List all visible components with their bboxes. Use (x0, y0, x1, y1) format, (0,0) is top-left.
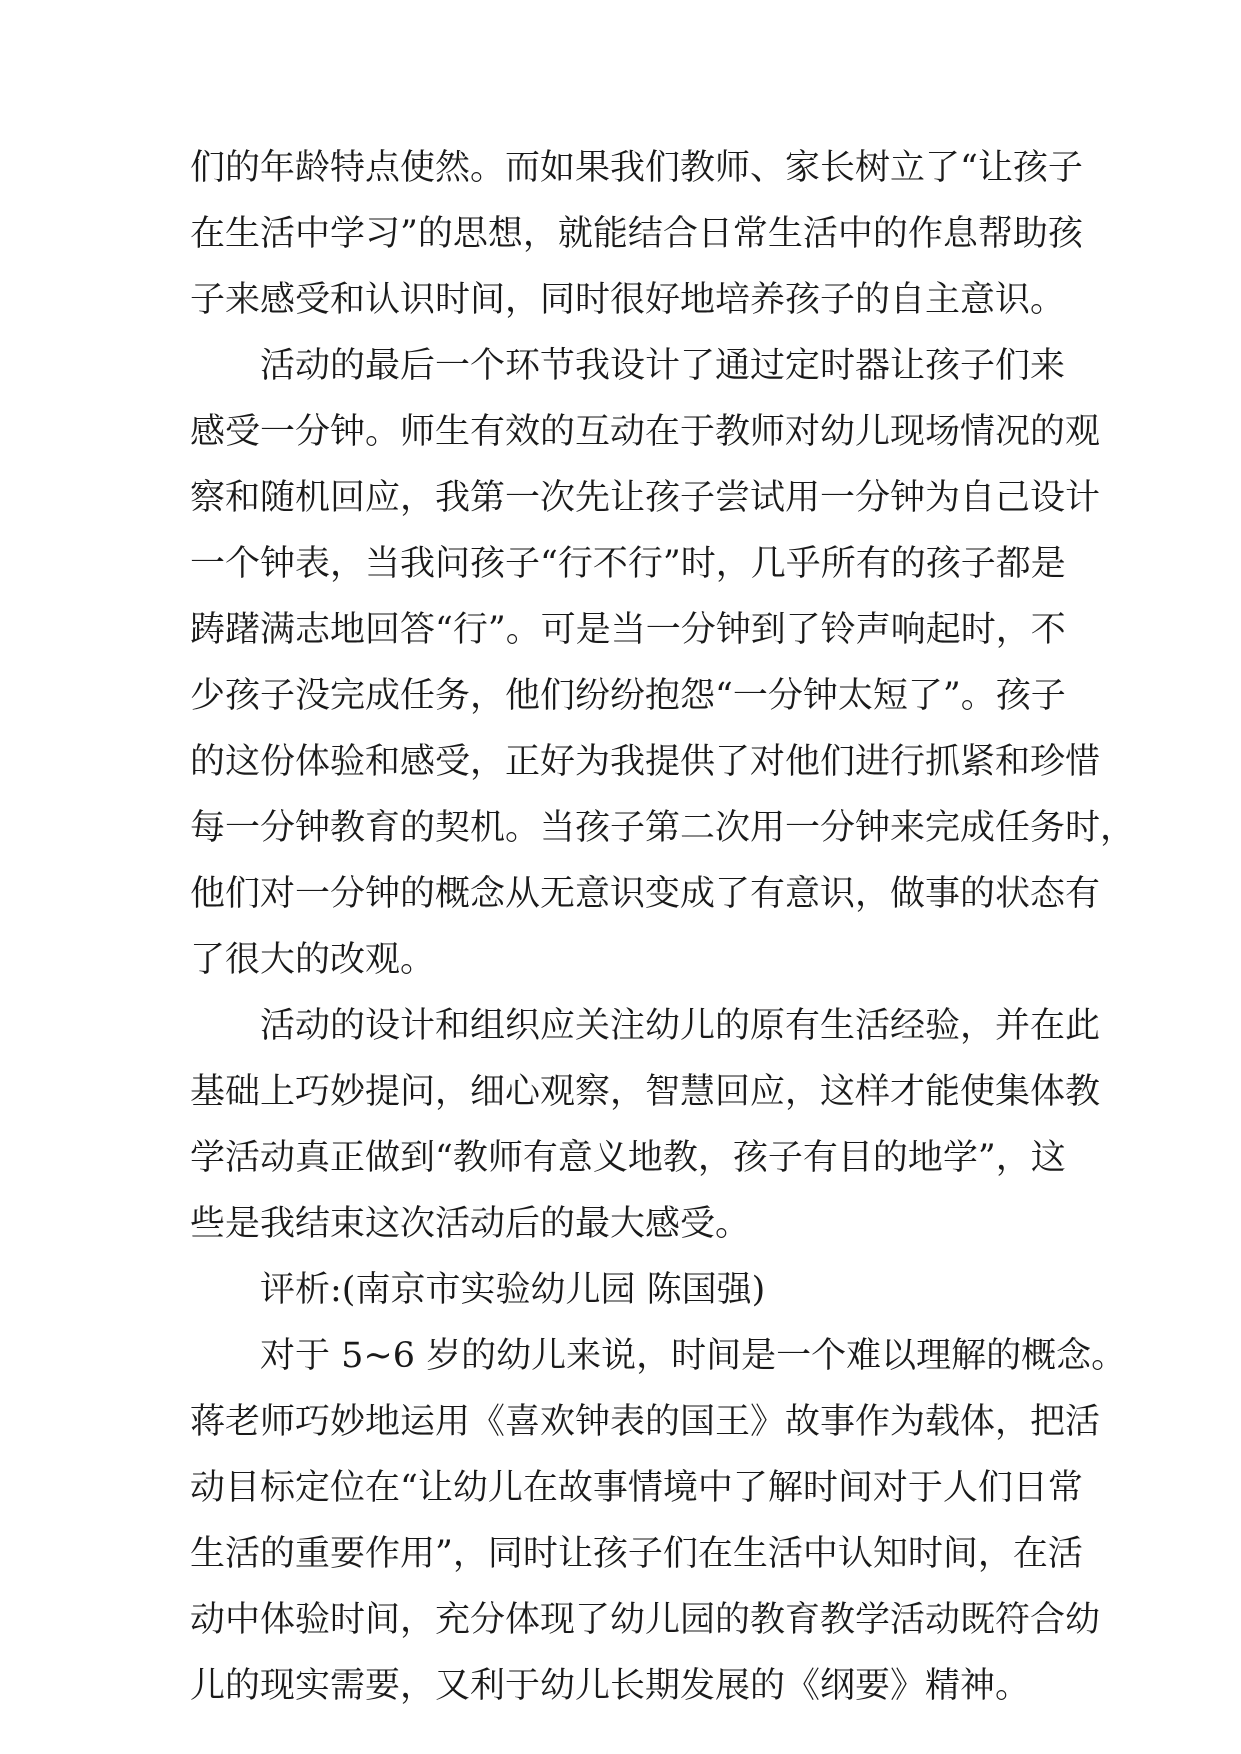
text-line: 对于 5~6 岁的幼儿来说，时间是一个难以理解的概念。 (260, 1336, 1127, 1376)
text-line: 活动的设计和组织应关注幼儿的原有生活经验，并在此 (260, 1006, 1101, 1046)
paragraph-3 (190, 993, 1101, 1257)
text-line: 踌躇满志地回答“行”。可是当一分钟到了铃声响起时，不 (190, 610, 1066, 650)
text-line: 们的年龄特点使然。而如果我们教师、家长树立了“让孩子 (190, 148, 1083, 188)
text-line: 动目标定位在“让幼儿在故事情境中了解时间对于人们日常 (190, 1468, 1083, 1508)
text-line: 评析:(南京市实验幼儿园 陈国强) (260, 1270, 766, 1310)
text-line: 的这份体验和感受，正好为我提供了对他们进行抓紧和珍惜 (190, 742, 1101, 782)
text-line: 他们对一分钟的概念从无意识变成了有意识，做事的状态有 (190, 874, 1101, 914)
critique-heading (190, 1257, 1056, 1323)
paragraph-1 (190, 135, 1083, 333)
text-line: 了很大的改观。 (190, 940, 436, 980)
text-line: 儿的现实需要，又利于幼儿长期发展的《纲要》精神。 (190, 1666, 1031, 1706)
text-line: 动中体验时间，充分体现了幼儿园的教育教学活动既符合幼 (190, 1600, 1101, 1640)
text-line: 基础上巧妙提问，细心观察，智慧回应，这样才能使集体教 (190, 1072, 1101, 1112)
text-line: 感受一分钟。师生有效的互动在于教师对幼儿现场情况的观 (190, 412, 1101, 452)
text-line: 少孩子没完成任务，他们纷纷抱怨“一分钟太短了”。孩子 (190, 676, 1066, 716)
text-line: 蒋老师巧妙地运用《喜欢钟表的国王》故事作为载体，把活 (190, 1402, 1101, 1442)
paragraph-2 (190, 333, 1136, 993)
paragraph-5 (190, 1323, 1127, 1719)
text-line: 活动的最后一个环节我设计了通过定时器让孩子们来 (260, 346, 1066, 386)
text-line: 生活的重要作用”，同时让孩子们在生活中认知时间，在活 (190, 1534, 1083, 1574)
text-line: 学活动真正做到“教师有意义地教，孩子有目的地学”，这 (190, 1138, 1066, 1178)
text-line: 每一分钟教育的契机。当孩子第二次用一分钟来完成任务时， (190, 808, 1136, 848)
text-line: 察和随机回应，我第一次先让孩子尝试用一分钟为自己设计 (190, 478, 1101, 518)
text-line: 一个钟表，当我问孩子“行不行”时，几乎所有的孩子都是 (190, 544, 1066, 584)
text-line: 些是我结束这次活动后的最大感受。 (190, 1204, 751, 1244)
text-line: 子来感受和认识时间，同时很好地培养孩子的自主意识。 (190, 280, 1066, 320)
text-line: 在生活中学习”的思想，就能结合日常生活中的作息帮助孩 (190, 214, 1083, 254)
